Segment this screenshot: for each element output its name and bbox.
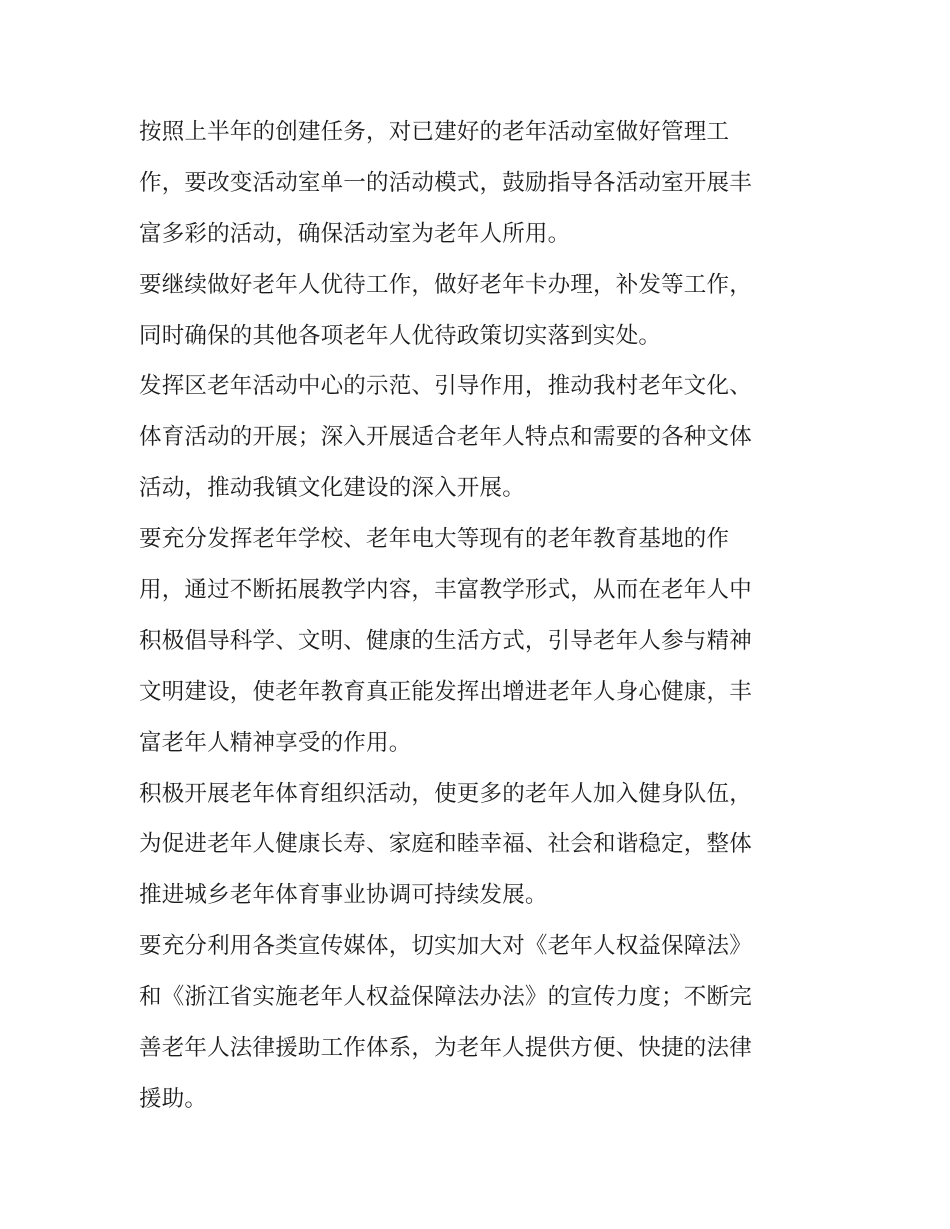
text-line: 发挥区老年活动中心的示范、引导作用，推动我村老年文化、: [139, 373, 752, 400]
text-line: 活动，推动我镇文化建设的深入开展。: [139, 475, 525, 502]
paragraph-preferential-treatment: [139, 260, 814, 362]
paragraph-legal-publicity: [139, 921, 814, 1125]
text-line: 同时确保的其他各项老年人优待政策切实落到实处。: [139, 322, 662, 349]
text-line: 要继续做好老年人优待工作，做好老年卡办理，补发等工作，: [139, 271, 752, 298]
text-line: 体育活动的开展；深入开展适合老年人特点和需要的各种文体: [139, 424, 752, 451]
text-line: 积极倡导科学、文明、健康的生活方式，引导老年人参与精神: [139, 627, 752, 654]
text-line: 用，通过不断拓展教学内容，丰富教学形式，从而在老年人中: [139, 577, 752, 604]
text-line: 按照上半年的创建任务，对已建好的老年活动室做好管理工: [139, 119, 730, 145]
text-line: 善老年人法律援助工作体系，为老年人提供方便、快捷的法律: [139, 1035, 752, 1062]
text-line: 积极开展老年体育组织活动，使更多的老年人加入健身队伍，: [139, 780, 752, 807]
paragraph-activity-rooms: [139, 107, 814, 260]
text-line: 和《浙江省实施老年人权益保障法办法》的宣传力度；不断完: [139, 984, 752, 1011]
text-line: 文明建设，使老年教育真正能发挥出增进老年人身心健康，丰: [139, 678, 752, 705]
document-body: [139, 107, 814, 1125]
text-line: 要充分利用各类宣传媒体，切实加大对《老年人权益保障法》: [139, 933, 752, 960]
paragraph-elderly-sports: [139, 769, 814, 922]
paragraph-activity-center: [139, 361, 814, 514]
text-line: 作，要改变活动室单一的活动模式，鼓励指导各活动室开展丰: [139, 169, 752, 196]
text-line: 援助。: [139, 1085, 208, 1112]
text-line: 富老年人精神享受的作用。: [139, 729, 412, 756]
text-line: 要充分发挥老年学校、老年电大等现有的老年教育基地的作: [139, 526, 730, 553]
text-line: 富多彩的活动，确保活动室为老年人所用。: [139, 220, 571, 247]
paragraph-elderly-education: [139, 514, 814, 768]
text-line: 为促进老年人健康长寿、家庭和睦幸福、社会和谐稳定，整体: [139, 831, 752, 858]
text-line: 推进城乡老年体育事业协调可持续发展。: [139, 882, 548, 909]
